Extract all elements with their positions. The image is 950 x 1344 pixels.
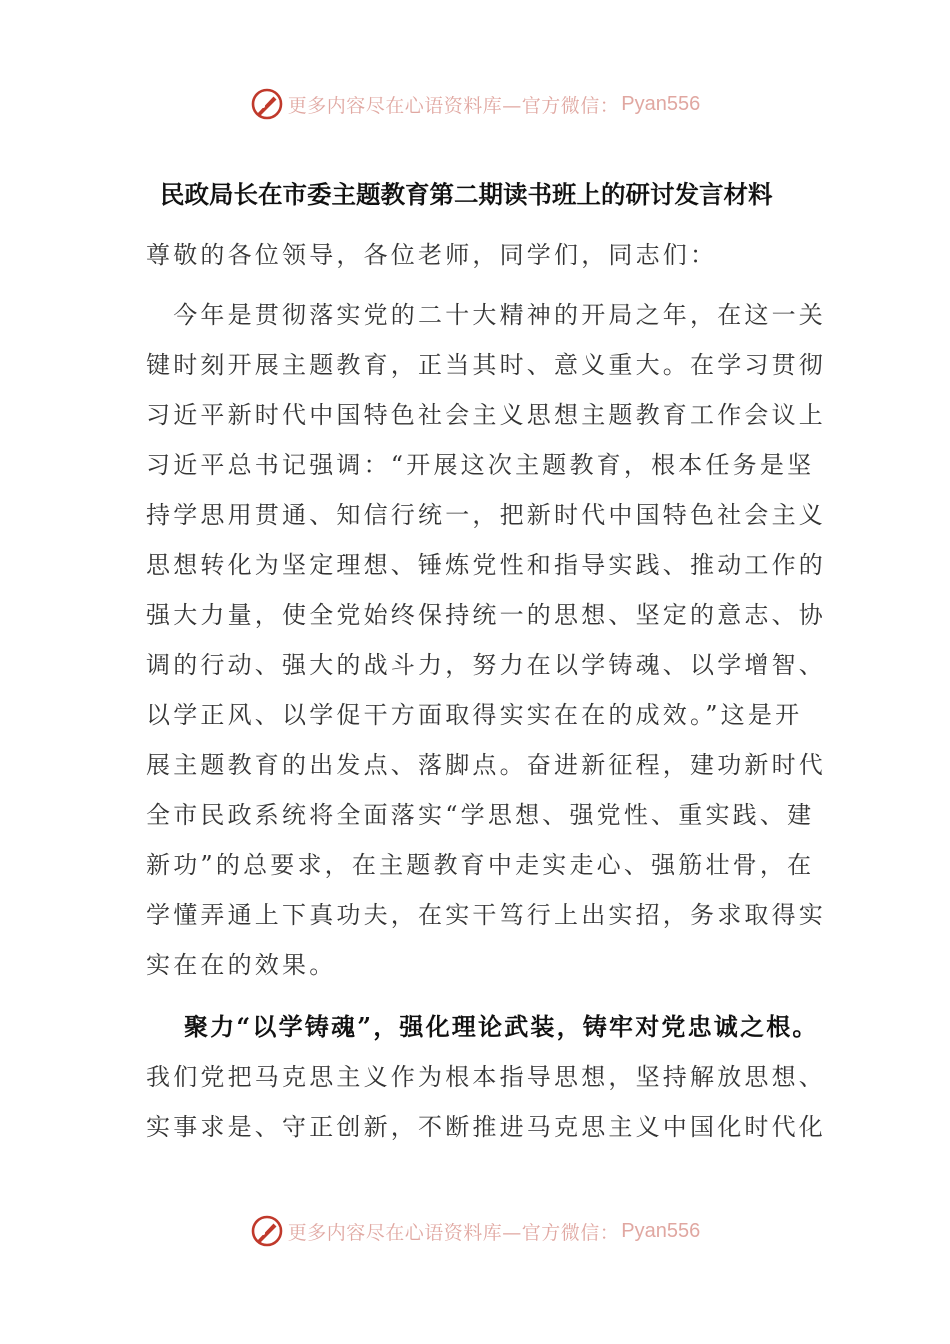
paragraph-line: 全市民政系统将全面落实“学思想、强党性、重实践、建: [146, 801, 815, 829]
paragraph-line: 持学思用贯通、知信行统一，把新时代中国特色社会主义: [146, 501, 826, 529]
paragraph-line: 今年是贯彻落实党的二十大精神的开局之年，在这一关: [146, 301, 826, 329]
salutation-line: 尊敬的各位领导，各位老师，同学们，同志们：: [146, 241, 718, 269]
footer-watermark: [0, 1209, 950, 1253]
paragraph-line: 新功”的总要求，在主题教育中走实走心、强筋壮骨，在: [146, 851, 815, 879]
paragraph-line: 习近平新时代中国特色社会主义思想主题教育工作会议上: [146, 401, 826, 429]
header-watermark: [0, 82, 950, 126]
quill-logo-icon: [250, 87, 284, 121]
quill-logo-icon: [250, 1214, 284, 1248]
paragraph-line: 调的行动、强大的战斗力，努力在以学铸魂、以学增智、: [146, 651, 826, 679]
section-heading: 聚力“以学铸魂”，强化理论武装，铸牢对党忠诚之根。: [184, 1012, 819, 1041]
watermark-text: 更多内容尽在心语资料库—官方微信：: [287, 1221, 620, 1244]
paragraph-line: 学懂弄通上下真功夫，在实干笃行上出实招，务求取得实: [146, 901, 826, 929]
paragraph-line: 实事求是、守正创新，不断推进马克思主义中国化时代化: [146, 1113, 826, 1141]
document-title: 民政局长在市委主题教育第二期读书班上的研讨发言材料: [160, 180, 773, 209]
watermark-wechat-id: Pyan556: [621, 1219, 701, 1242]
paragraph-line: 实在在的效果。: [146, 951, 337, 979]
paragraph-line: 习近平总书记强调：“开展这次主题教育，根本任务是坚: [146, 451, 815, 479]
paragraph-line: 展主题教育的出发点、落脚点。奋进新征程，建功新时代: [146, 751, 826, 779]
paragraph-line: 思想转化为坚定理想、锤炼党性和指导实践、推动工作的: [146, 551, 826, 579]
paragraph-line: 我们党把马克思主义作为根本指导思想，坚持解放思想、: [146, 1063, 826, 1091]
paragraph-line: 强大力量，使全党始终保持统一的思想、坚定的意志、协: [146, 601, 826, 629]
paragraph-line: 键时刻开展主题教育，正当其时、意义重大。在学习贯彻: [146, 351, 826, 379]
watermark-text: 更多内容尽在心语资料库—官方微信：: [287, 94, 620, 117]
paragraph-line: 以学正风、以学促干方面取得实实在在的成效。”这是开: [146, 701, 803, 729]
watermark-wechat-id: Pyan556: [621, 92, 701, 115]
